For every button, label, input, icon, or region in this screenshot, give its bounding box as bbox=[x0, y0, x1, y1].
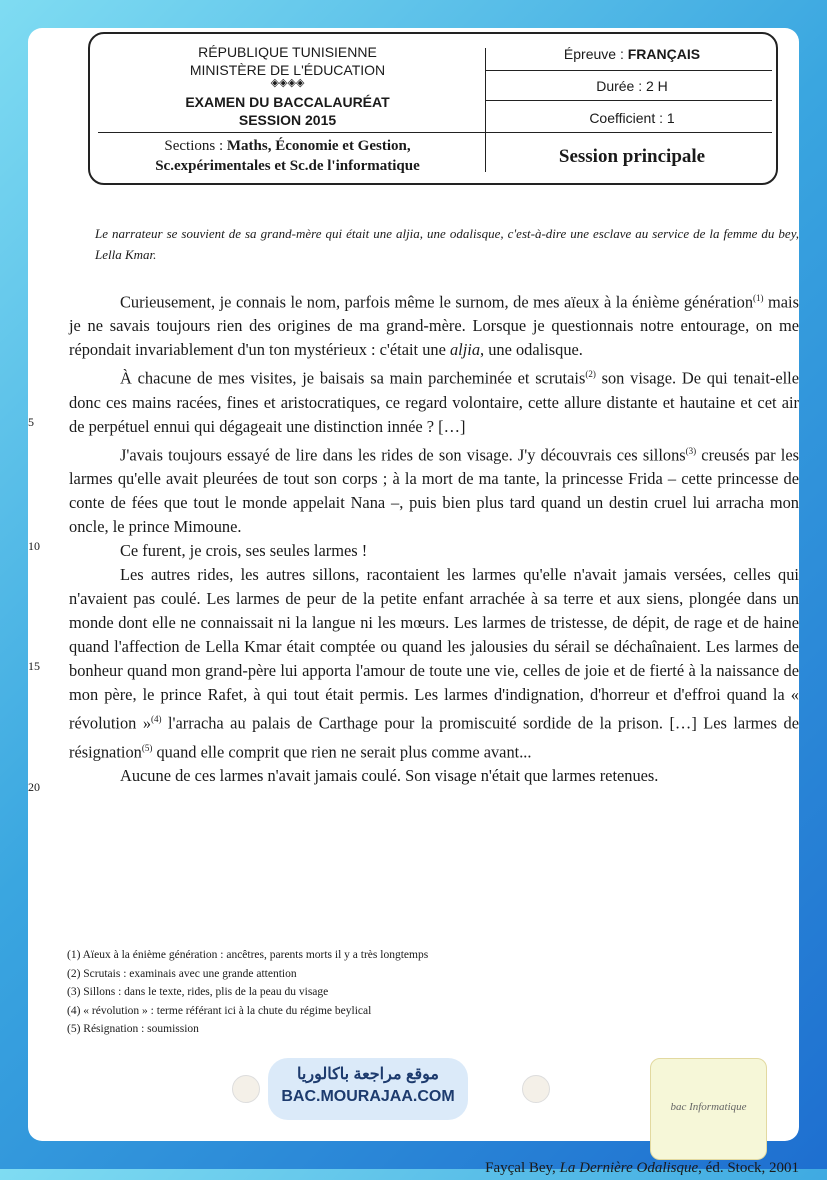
sections-line bbox=[90, 138, 485, 155]
coefficient: Coefficient : 1 bbox=[589, 110, 675, 126]
site-logo-icon bbox=[522, 1075, 550, 1103]
footnote-ref: (5) bbox=[141, 742, 153, 753]
brand-name: bac Informatique bbox=[670, 1101, 747, 1113]
text: creusés par les larmes qu'elle avait pleurées de tout son corps ; à la mort de ma tante, la princesse Frida – cette princesse de conte de fées que tout le monde appelait Nana –, puis bien plus tard quand un destin cruel lui arracha mon oncle, le prince Mimoune. bbox=[69, 445, 799, 537]
author: Fayçal Bey, bbox=[485, 1160, 560, 1176]
book-title: La Dernière Odalisque bbox=[559, 1160, 699, 1176]
line-number: 10 bbox=[28, 539, 40, 553]
footnote: (4) « révolution » : terme référant ici à la chute du régime beylical bbox=[67, 1004, 372, 1017]
paragraph bbox=[69, 563, 799, 764]
footnote: (1) Aïeux à la énième génération : ancêtres, parents morts il y a très longtemps bbox=[67, 949, 429, 961]
text: aljia bbox=[449, 340, 481, 360]
examen-title: EXAMEN DU BACCALAURÉAT bbox=[185, 94, 390, 110]
republique: RÉPUBLIQUE TUNISIENNE bbox=[198, 44, 377, 60]
edition: , éd. Stock, 2001 bbox=[698, 1160, 799, 1176]
text: J'avais toujours essayé de lire dans les rides de son visage. J'y découvrais ces sillons bbox=[120, 445, 686, 465]
brand-logo bbox=[650, 1058, 767, 1160]
text: À chacune de mes visites, je baisais sa main parcheminée et scrutais bbox=[120, 368, 586, 388]
line-number: 5 bbox=[28, 415, 34, 429]
footnote-ref: (1) bbox=[753, 293, 764, 303]
paragraph: Aucune de ces larmes n'avait jamais coulé. Son visage n'était que larmes retenues. bbox=[120, 766, 659, 786]
sections-label: Sections : bbox=[164, 138, 224, 154]
text: son visage. De qui tenait-elle donc ces mains racées, fines et aristocratiques, ce regard volontaire, cette allure distante et hautaine et cet air de perpétuel ennui qui dégageait une distinction innée ? […] bbox=[69, 368, 799, 436]
header-row-divider bbox=[486, 100, 772, 101]
paragraph bbox=[69, 362, 799, 438]
footnote: (2) Scrutais : examinais avec une grande attention bbox=[67, 967, 297, 980]
footnote-ref: (3) bbox=[685, 445, 697, 456]
text: quand elle comprit que rien ne serait plus comme avant... bbox=[152, 742, 532, 762]
epreuve-line bbox=[486, 46, 778, 62]
footnote-ref: (2) bbox=[585, 369, 596, 380]
text: , une odalisque. bbox=[480, 340, 583, 360]
diamond-ornament: ◈◈◈◈ bbox=[270, 77, 305, 89]
epreuve-label: Épreuve : bbox=[563, 46, 624, 62]
footnote-ref: (4) bbox=[151, 714, 162, 725]
epreuve-value: FRANÇAIS bbox=[627, 46, 701, 62]
sections-value: Maths, Économie et Gestion, bbox=[226, 138, 411, 154]
line-number: 20 bbox=[28, 780, 40, 794]
session-year: SESSION 2015 bbox=[238, 112, 337, 128]
text: Curieusement, je connais le nom, parfois même le surnom, de mes aïeux à la énième génération bbox=[120, 292, 754, 312]
duree: Durée : 2 H bbox=[596, 78, 668, 94]
ministere: MINISTÈRE DE L'ÉDUCATION bbox=[189, 62, 386, 78]
paragraph: Ce furent, je crois, ses seules larmes ! bbox=[120, 541, 368, 561]
exam-header bbox=[88, 32, 778, 185]
line-number: 15 bbox=[28, 659, 40, 673]
footnotes bbox=[67, 946, 428, 1039]
intro-text: Le narrateur se souvient de sa grand-mère qui était une aljia, une odalisque, c'est-à-dire une esclave au service de la femme du bey, Lella Kmar. bbox=[95, 226, 799, 262]
footnote: (5) Résignation : soumission bbox=[67, 1023, 199, 1035]
text: Les autres rides, les autres sillons, racontaient les larmes qu'elle n'avait jamais versées, celles qui n'avaient pas coulé. Les larmes de peur de la petite enfant arrachée à sa terre et aux siens, plongée dans un monde dont elle ne connaissait ni la langue ni les mœurs. Les larmes de tristesse, de dépit, de rage et de haine quand l'affection de Lella Kmar était comptée ou quand les jalousies du sérail se déchaînaient. Les larmes de bonheur quand mon grand-père lui apporta l'amour de toute une vie, celles de joie et de fierté à la naissance de mon père, le prince Rafet, à qui tout était permis. Les larmes d'indignation, d'horreur et d'effroi quand la « révolution » bbox=[69, 565, 799, 733]
header-row-divider bbox=[486, 70, 772, 71]
paragraph bbox=[69, 286, 799, 362]
site-url[interactable]: BAC.MOURAJAA.COM bbox=[281, 1088, 455, 1105]
text: mais je ne savais toujours rien des origines de ma grand-mère. Lorsque je questionnais notre entourage, on me répondait invariablement d'un ton mystérieux : c'était une bbox=[69, 292, 799, 360]
site-logo-icon bbox=[232, 1075, 260, 1103]
header-divider bbox=[98, 132, 772, 133]
text: l'arracha au palais de Carthage pour la promiscuité sordide de la prison. […] Les larmes de résignation bbox=[69, 713, 799, 762]
exam-page bbox=[28, 28, 799, 1176]
session-principale: Session principale bbox=[558, 146, 706, 167]
paragraph bbox=[69, 439, 799, 539]
footnote: (3) Sillons : dans le texte, rides, plis de la peau du visage bbox=[67, 986, 329, 998]
site-banner[interactable] bbox=[268, 1058, 468, 1120]
sections-line-2: Sc.expérimentales et Sc.de l'informatique bbox=[155, 158, 420, 174]
site-arabic-name: موقع مراجعة باكالوريا bbox=[297, 1066, 439, 1083]
